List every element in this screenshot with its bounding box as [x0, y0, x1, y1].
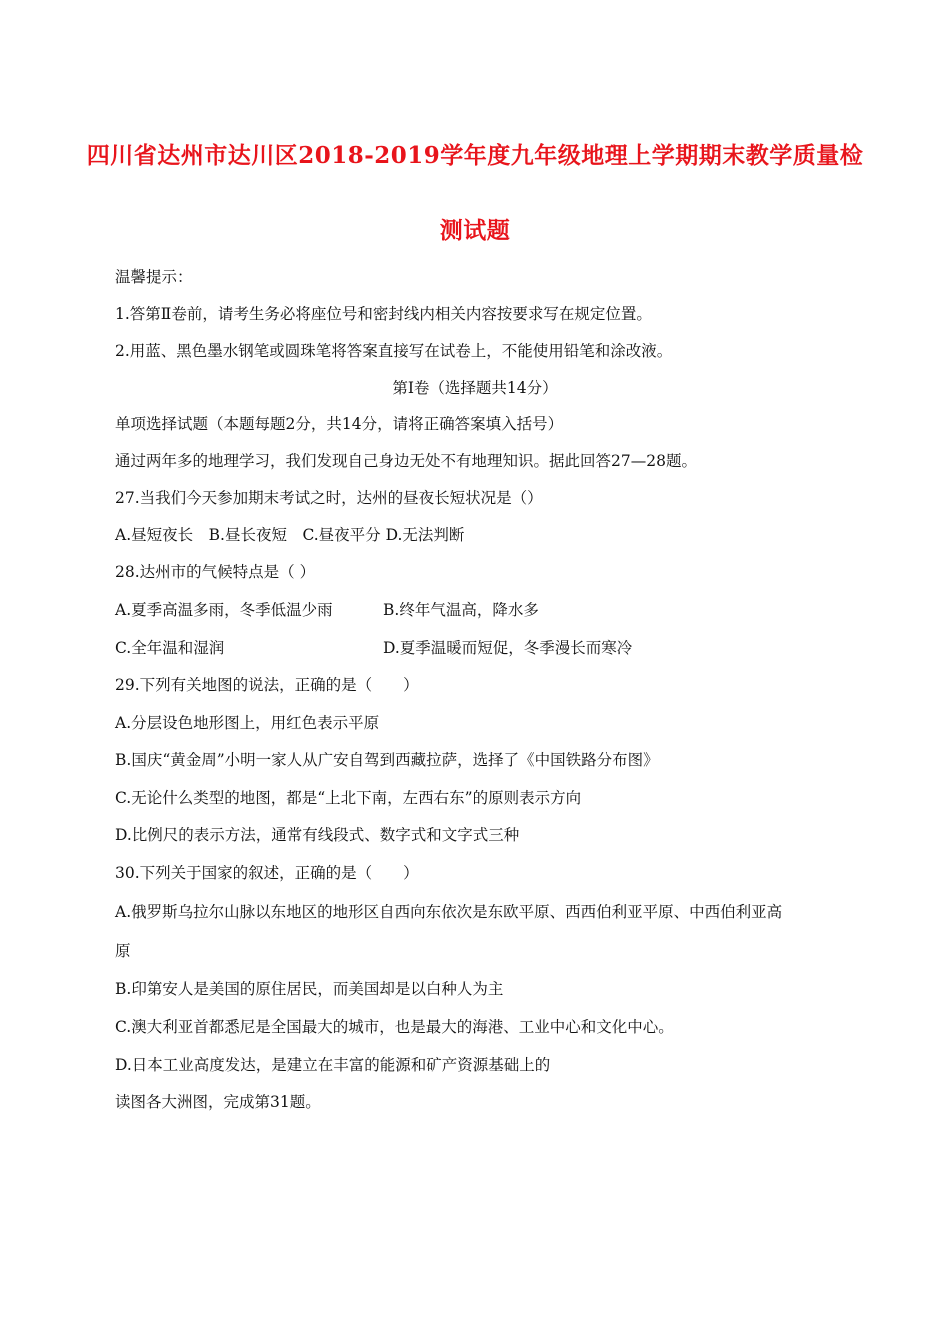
- question-28-option-c: C.全年温和湿润: [115, 639, 225, 657]
- question-27-options: A.昼短夜长 B.昼长夜短 C.昼夜平分 D.无法判断: [115, 526, 465, 544]
- question-29-option-d: D.比例尺的表示方法，通常有线段式、数字式和文字式三种: [115, 826, 520, 844]
- question-28-option-d: D.夏季温暖而短促，冬季漫长而寒冷: [383, 639, 633, 657]
- question-29-option-c: C.无论什么类型的地图，都是“上北下南，左西右东”的原则表示方向: [115, 789, 582, 807]
- question-29-stem: 29.下列有关地图的说法，正确的是（ ）: [115, 676, 419, 694]
- question-30-option-c: C.澳大利亚首都悉尼是全国最大的城市，也是最大的海港、工业中心和文化中心。: [115, 1018, 674, 1036]
- document-title-line-1: 四川省达州市达川区2018-2019学年度九年级地理上学期期末教学质量检: [86, 142, 864, 169]
- tip-item-2: 2.用蓝、黑色墨水钢笔或圆珠笔将答案直接写在试卷上，不能使用铅笔和涂改液。: [115, 342, 673, 360]
- section-heading: 第Ⅰ卷（选择题共14分）: [392, 379, 558, 397]
- section-intro: 通过两年多的地理学习，我们发现自己身边无处不有地理知识。据此回答27—28题。: [115, 452, 697, 470]
- question-28-option-a: A.夏季高温多雨，冬季低温少雨: [115, 601, 333, 619]
- question-30-option-a-line-1: A.俄罗斯乌拉尔山脉以东地区的地形区自西向东依次是东欧平原、西西伯利亚平原、中西伯利亚高: [115, 903, 783, 921]
- question-30-option-d: D.日本工业高度发达，是建立在丰富的能源和矿产资源基础上的: [115, 1056, 551, 1074]
- tips-heading: 温馨提示：: [115, 268, 193, 286]
- question-27-stem: 27.当我们今天参加期末考试之时，达州的昼夜长短状况是（）: [115, 489, 543, 507]
- question-31-intro: 读图各大洲图，完成第31题。: [115, 1093, 321, 1111]
- question-30-option-a-line-2: 原: [115, 942, 131, 960]
- section-instructions: 单项选择试题（本题每题2分，共14分，请将正确答案填入括号）: [115, 415, 564, 433]
- question-30-option-b: B.印第安人是美国的原住居民，而美国却是以白种人为主: [115, 980, 504, 998]
- document-title-line-2: 测试题: [439, 217, 511, 244]
- question-30-stem: 30.下列关于国家的叙述，正确的是（ ）: [115, 864, 419, 882]
- question-28-option-b: B.终年气温高，降水多: [383, 601, 539, 619]
- question-29-option-b: B.国庆“黄金周”小明一家人从广安自驾到西藏拉萨，选择了《中国铁路分布图》: [115, 751, 659, 769]
- question-29-option-a: A.分层设色地形图上，用红色表示平原: [115, 714, 380, 732]
- tip-item-1: 1.答第Ⅱ卷前，请考生务必将座位号和密封线内相关内容按要求写在规定位置。: [115, 305, 652, 323]
- question-28-stem: 28.达州市的气候特点是（ ）: [115, 563, 316, 581]
